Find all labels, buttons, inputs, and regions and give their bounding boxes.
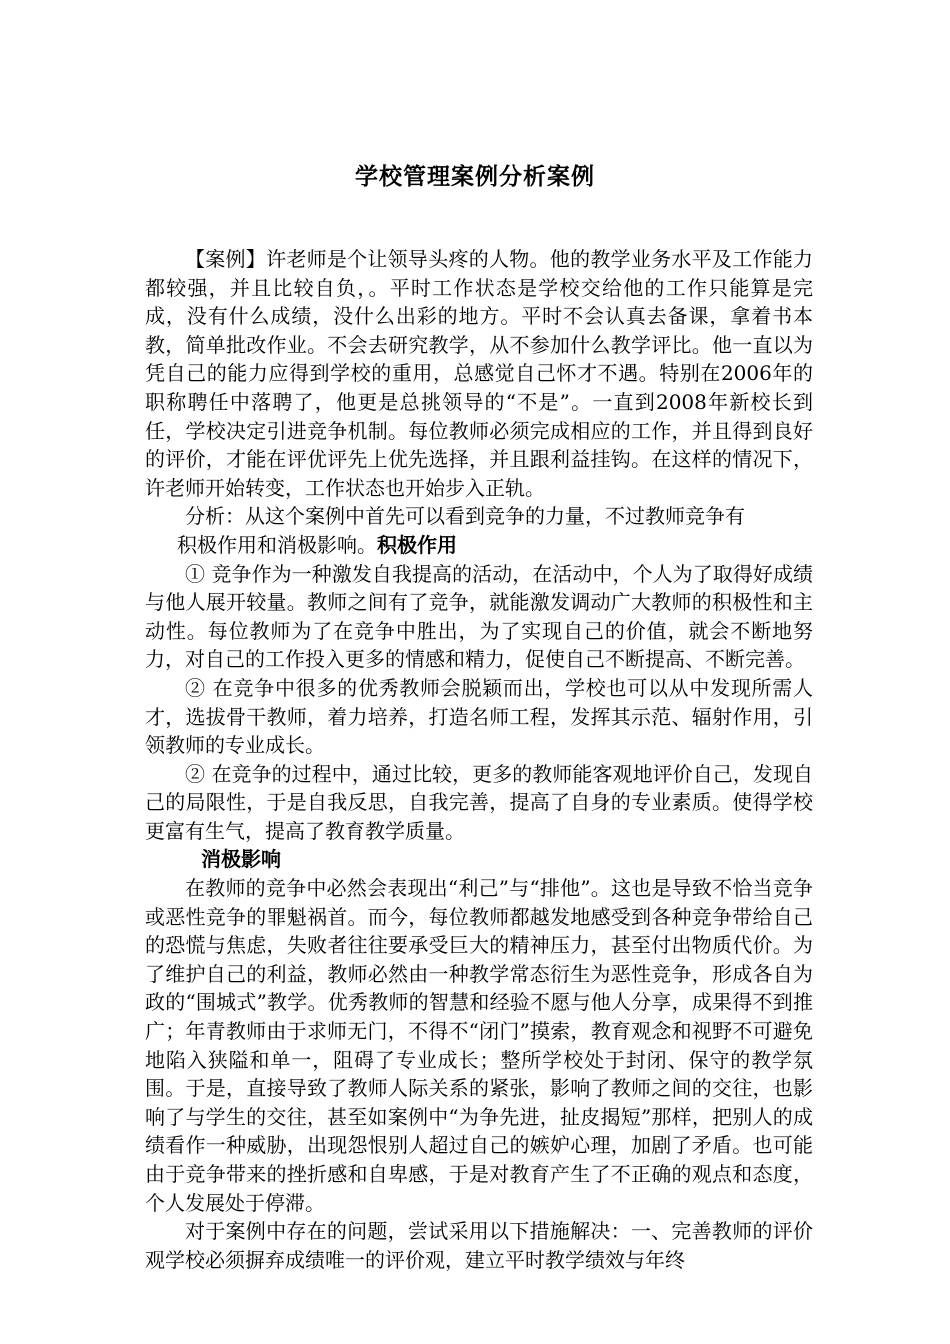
document-body — [145, 245, 813, 1274]
point-2-paragraph: ② 在竞争中很多的优秀教师会脱颖而出，学校也可以从中发现所需人才，选拔骨干教师，着力培养，打造名师工程，发挥其示范、辐射作用，引领教师的专业成长。 — [145, 675, 813, 758]
analysis-line-1: 分析：从这个案例中首先可以看到竞争的力量，不过教师竞争有 — [185, 504, 745, 529]
negative-paragraph: 在教师的竞争中必然会表现出“利己”与“排他”。这也是导致不恰当竞争或恶性竞争的罪魁祸首。而今，每位教师都越发地感受到各种竞争带给自己的恐慌与焦虑，失败者往往要承受巨大的精神压力，甚至付出物质代价。为了维护自己的利益，教师必然由一种教学常态衍生为恶性竞争，形成各自为政的“围城式”教学。优秀教师的智慧和经验不愿与他人分享，成果得不到推广；年青教师由于求师无门，不得不“闭门”摸索，教育观念和视野不可避免地陷入狭隘和单一，阻碍了专业成长；整所学校处于封闭、保守的教学氛围。于是，直接导致了教师人际关系的紧张，影响了教师之间的交往，也影响了与学生的交往，甚至如案例中“为争先进，扯皮揭短”那样，把别人的成绩看作一种威胁，出现怨恨别人超过自己的嫉妒心理，加剧了矛盾。也可能由于竞争带来的挫折感和自卑感，于是对教育产生了不正确的观点和态度，个人发展处于停滞。 — [145, 876, 813, 1215]
case-paragraph: 【案例】许老师是个让领导头疼的人物。他的教学业务水平及工作能力都较强，并且比较自负，。平时工作状态是学校交给他的工作只能算是完成，没有什么成绩，没什么出彩的地方。平时不会认真去备课，拿着书本教，简单批改作业。不会去研究教学，从不参加什么教学评比。他一直以为凭自己的能力应得到学校的重用，总感觉自己怀才不遇。特别在2006年的职称聘任中落聘了，他更是总挑领导的“不是”。一直到2008年新校长到任，学校决定引进竞争机制。每位教师必须完成相应的工作，并且得到良好的评价，才能在评优评先上优先选择，并且跟利益挂钩。在这样的情况下，许老师开始转变，工作状态也开始步入正轨。 — [145, 247, 813, 500]
negative-heading: 消极影响 — [201, 847, 281, 872]
point-3-paragraph: ② 在竞争的过程中，通过比较，更多的教师能客观地评价自己，发现自己的局限性，于是自我反思，自我完善，提高了自身的专业素质。使得学校更富有生气，提高了教育教学质量。 — [145, 761, 813, 843]
analysis-text: 积极作用和消极影响。 — [177, 532, 377, 557]
positive-heading: 积极作用 — [377, 532, 457, 557]
document-title: 学校管理案例分析案例 — [355, 164, 595, 190]
solution-paragraph: 对于案例中存在的问题，尝试采用以下措施解决：一、完善教师的评价观学校必须摒弃成绩唯一的评价观，建立平时教学绩效与年终 — [145, 1219, 813, 1272]
analysis-line-2 — [145, 531, 813, 560]
point-1-paragraph: ① 竞争作为一种激发自我提高的活动，在活动中，个人为了取得好成绩与他人展开较量。教师之间有了竞争，就能激发调动广大教师的积极性和主动性。每位教师为了在竞争中胜出，为了实现自己的价值，就会不断地努力，对自己的工作投入更多的情感和精力，促使自己不断提高、不断完善。 — [145, 561, 813, 672]
